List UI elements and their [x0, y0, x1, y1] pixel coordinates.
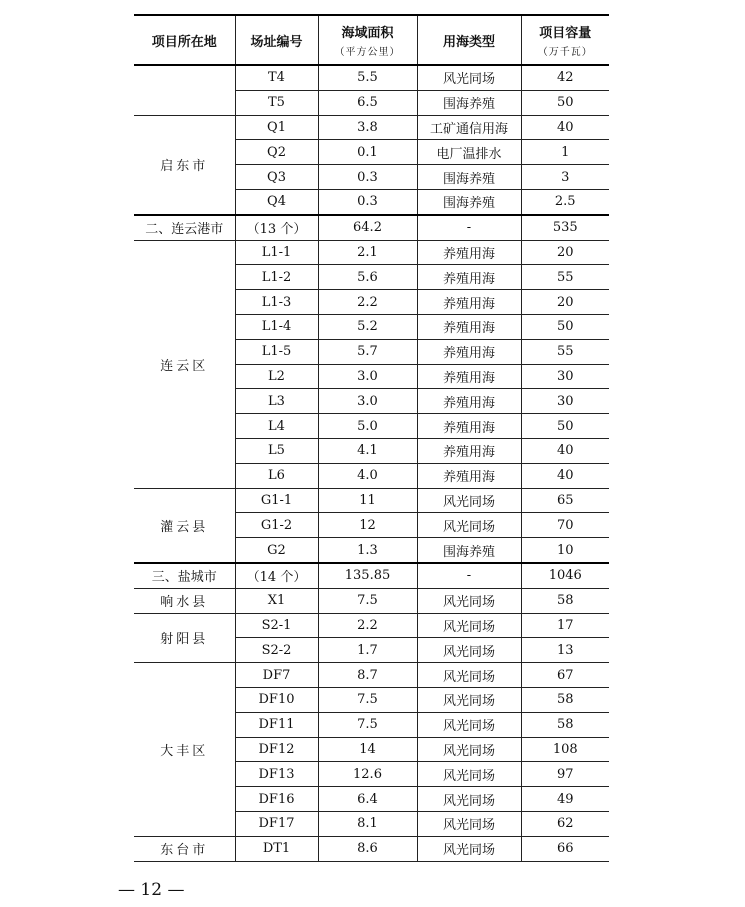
- table-cell: 8.6: [318, 836, 417, 861]
- city-summary-row: [134, 215, 609, 240]
- table-cell: 1.3: [318, 538, 417, 563]
- table-cell: G2: [235, 538, 318, 563]
- table-cell: 工矿通信用海: [417, 115, 521, 140]
- table-cell: 养殖用海: [417, 463, 521, 488]
- table-row: [134, 240, 609, 265]
- table-cell: 30: [521, 364, 609, 389]
- table-cell: 2.1: [318, 240, 417, 265]
- table-cell: 50: [521, 314, 609, 339]
- table-cell: 49: [521, 787, 609, 812]
- table-cell: S2-2: [235, 638, 318, 663]
- table-cell: T5: [235, 90, 318, 115]
- table-cell: L1-5: [235, 339, 318, 364]
- table-row: [134, 836, 609, 861]
- table-cell: 围海养殖: [417, 189, 521, 214]
- table-cell: X1: [235, 588, 318, 613]
- table-cell: 风光同场: [417, 488, 521, 513]
- table-cell: G1-2: [235, 513, 318, 538]
- table-cell: 8.1: [318, 811, 417, 836]
- table-cell: （14 个）: [235, 563, 318, 588]
- table-cell: -: [417, 215, 521, 240]
- table-cell: 养殖用海: [417, 414, 521, 439]
- table-cell: T4: [235, 65, 318, 90]
- table-cell: L6: [235, 463, 318, 488]
- table-cell: 5.0: [318, 414, 417, 439]
- table-cell: DF10: [235, 687, 318, 712]
- table-cell: 3.8: [318, 115, 417, 140]
- table-cell: 40: [521, 115, 609, 140]
- table-cell: 58: [521, 712, 609, 737]
- table-cell: L1-3: [235, 290, 318, 315]
- table-cell: 1: [521, 140, 609, 165]
- table-row: [134, 663, 609, 688]
- table-cell: 42: [521, 65, 609, 90]
- table-cell: 风光同场: [417, 687, 521, 712]
- table-cell: 风光同场: [417, 613, 521, 638]
- table-cell: 风光同场: [417, 787, 521, 812]
- location-cell-continued: [134, 65, 235, 115]
- table-cell: 3.0: [318, 364, 417, 389]
- table-cell: 围海养殖: [417, 165, 521, 190]
- table-cell: 14: [318, 737, 417, 762]
- table-cell: 70: [521, 513, 609, 538]
- header-use-type: 用海类型: [417, 15, 521, 65]
- table-cell: 养殖用海: [417, 364, 521, 389]
- table-cell: 135.85: [318, 563, 417, 588]
- table-cell: 风光同场: [417, 663, 521, 688]
- sea-use-project-table: [134, 14, 609, 862]
- table-cell: DF11: [235, 712, 318, 737]
- table-cell: -: [417, 563, 521, 588]
- table-cell: 17: [521, 613, 609, 638]
- table-cell: 20: [521, 290, 609, 315]
- table-cell: 7.5: [318, 712, 417, 737]
- header-location: 项目所在地: [134, 15, 235, 65]
- table-cell: L1-1: [235, 240, 318, 265]
- table-cell: 4.1: [318, 438, 417, 463]
- table-row: [134, 65, 609, 90]
- table-cell: 2.5: [521, 189, 609, 214]
- table-cell: 2.2: [318, 613, 417, 638]
- table-cell: 围海养殖: [417, 538, 521, 563]
- table-cell: L3: [235, 389, 318, 414]
- table-cell: 4.0: [318, 463, 417, 488]
- table-cell: 5.7: [318, 339, 417, 364]
- table-cell: 20: [521, 240, 609, 265]
- table-cell: 养殖用海: [417, 290, 521, 315]
- table-cell: 40: [521, 463, 609, 488]
- table-cell: 12.6: [318, 762, 417, 787]
- table-cell: （13 个）: [235, 215, 318, 240]
- table-cell: Q2: [235, 140, 318, 165]
- table-cell: 50: [521, 414, 609, 439]
- location-dafeng: 大丰区: [134, 663, 235, 837]
- table-cell: DF16: [235, 787, 318, 812]
- table-cell: 风光同场: [417, 513, 521, 538]
- table-cell: 风光同场: [417, 638, 521, 663]
- table-header-row: [134, 15, 609, 65]
- table-cell: L2: [235, 364, 318, 389]
- table-cell: 0.1: [318, 140, 417, 165]
- table-cell: 风光同场: [417, 811, 521, 836]
- table-cell: 10: [521, 538, 609, 563]
- table-cell: 11: [318, 488, 417, 513]
- table-cell: 30: [521, 389, 609, 414]
- table-cell: L4: [235, 414, 318, 439]
- table-cell: 风光同场: [417, 588, 521, 613]
- page-number: — 12 —: [118, 880, 185, 900]
- table-cell: 养殖用海: [417, 438, 521, 463]
- table-cell: 108: [521, 737, 609, 762]
- table-cell: 0.3: [318, 165, 417, 190]
- table-cell: 风光同场: [417, 762, 521, 787]
- table-cell: 40: [521, 438, 609, 463]
- table-cell: 5.5: [318, 65, 417, 90]
- table-cell: 65: [521, 488, 609, 513]
- table-cell: 3.0: [318, 389, 417, 414]
- header-capacity: 项目容量 （万千瓦）: [521, 15, 609, 65]
- table-row: [134, 613, 609, 638]
- table-cell: 7.5: [318, 588, 417, 613]
- table-cell: 风光同场: [417, 65, 521, 90]
- table-cell: L1-2: [235, 265, 318, 290]
- table-cell: L5: [235, 438, 318, 463]
- table-row: [134, 588, 609, 613]
- table-cell: Q3: [235, 165, 318, 190]
- table-cell: DF7: [235, 663, 318, 688]
- table-cell: 养殖用海: [417, 240, 521, 265]
- table-cell: 6.5: [318, 90, 417, 115]
- table-cell: L1-4: [235, 314, 318, 339]
- table-cell: 55: [521, 339, 609, 364]
- table-cell: 62: [521, 811, 609, 836]
- table-cell: Q4: [235, 189, 318, 214]
- location-lianyun: 连云区: [134, 240, 235, 488]
- table-cell: 电厂温排水: [417, 140, 521, 165]
- location-qidong: 启东市: [134, 115, 235, 215]
- table-cell: 6.4: [318, 787, 417, 812]
- table-cell: 2.2: [318, 290, 417, 315]
- table-cell: 风光同场: [417, 712, 521, 737]
- table-row: [134, 115, 609, 140]
- table-cell: 围海养殖: [417, 90, 521, 115]
- city-lianyungang: 二、连云港市: [134, 215, 235, 240]
- table-cell: 风光同场: [417, 737, 521, 762]
- table-row: [134, 488, 609, 513]
- table-cell: 5.2: [318, 314, 417, 339]
- location-xiangshui: 响水县: [134, 588, 235, 613]
- location-sheyang: 射阳县: [134, 613, 235, 663]
- table-cell: DF13: [235, 762, 318, 787]
- table-cell: 97: [521, 762, 609, 787]
- header-site-no: 场址编号: [235, 15, 318, 65]
- table-cell: 535: [521, 215, 609, 240]
- table-cell: 3: [521, 165, 609, 190]
- table-cell: 1.7: [318, 638, 417, 663]
- table-cell: 养殖用海: [417, 339, 521, 364]
- table-cell: DF17: [235, 811, 318, 836]
- table-cell: DF12: [235, 737, 318, 762]
- table-cell: S2-1: [235, 613, 318, 638]
- table-cell: 5.6: [318, 265, 417, 290]
- table-cell: 风光同场: [417, 836, 521, 861]
- table-cell: 养殖用海: [417, 265, 521, 290]
- location-dongtai: 东台市: [134, 836, 235, 861]
- table-cell: G1-1: [235, 488, 318, 513]
- table-cell: 58: [521, 588, 609, 613]
- table-cell: 养殖用海: [417, 314, 521, 339]
- table-cell: 64.2: [318, 215, 417, 240]
- table-cell: Q1: [235, 115, 318, 140]
- table-cell: 50: [521, 90, 609, 115]
- table-cell: 13: [521, 638, 609, 663]
- table-cell: 12: [318, 513, 417, 538]
- city-yancheng: 三、盐城市: [134, 563, 235, 588]
- table-cell: 66: [521, 836, 609, 861]
- table-cell: 55: [521, 265, 609, 290]
- table-cell: 养殖用海: [417, 389, 521, 414]
- table-cell: DT1: [235, 836, 318, 861]
- table-cell: 67: [521, 663, 609, 688]
- table-cell: 58: [521, 687, 609, 712]
- header-area: 海域面积 （平方公里）: [318, 15, 417, 65]
- city-summary-row: [134, 563, 609, 588]
- table-cell: 1046: [521, 563, 609, 588]
- table-cell: 7.5: [318, 687, 417, 712]
- location-guanyun: 灌云县: [134, 488, 235, 563]
- table-cell: 8.7: [318, 663, 417, 688]
- table-cell: 0.3: [318, 189, 417, 214]
